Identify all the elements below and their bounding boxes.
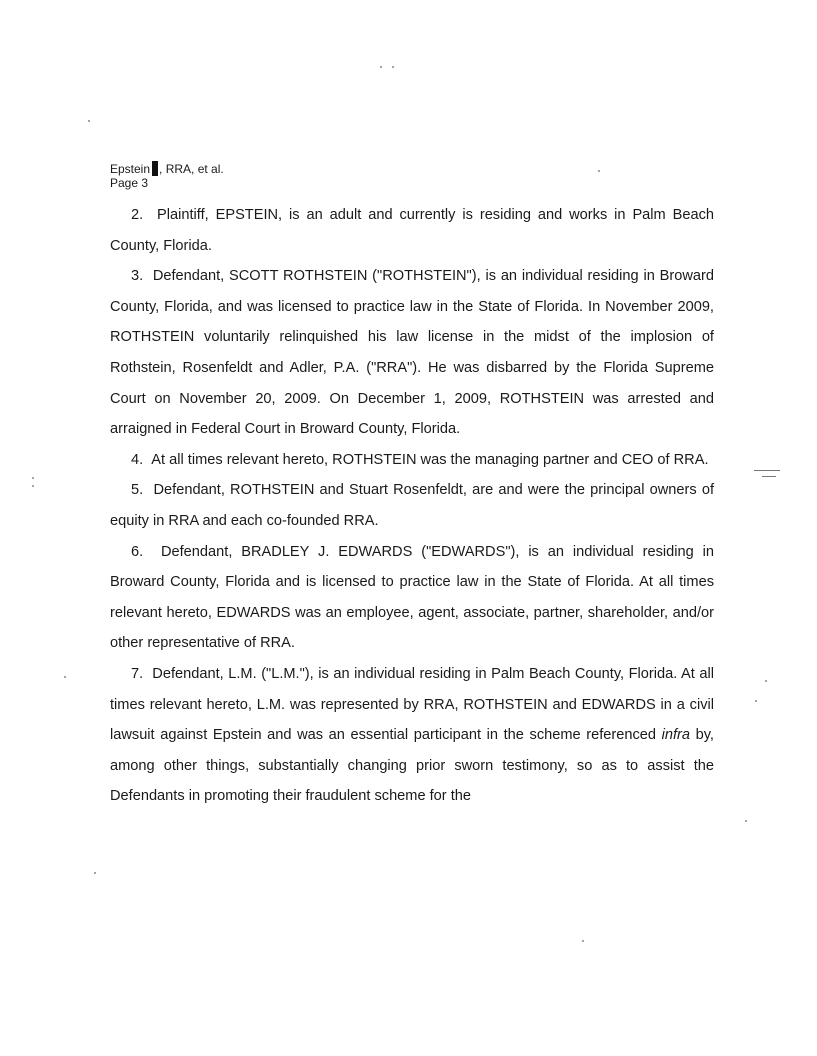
paragraph-7 — [110, 659, 714, 812]
scan-speck — [32, 485, 34, 487]
scan-speck — [765, 680, 767, 682]
scan-speck — [380, 66, 382, 68]
paragraph-4 — [110, 445, 714, 476]
case-caption — [110, 161, 224, 176]
paragraph-number: 6. — [131, 543, 144, 560]
paragraph-3 — [110, 261, 714, 445]
scan-speck — [64, 676, 66, 678]
paragraph-text: Defendant, BRADLEY J. EDWARDS ("EDWARDS"), is an individual residing in Broward County, Florida and is licensed to practice law in the State of Florida. At all times relevant hereto, EDWARDS was an employee, agent, associate, partner, shareholder, and/or other representative of RRA. — [110, 543, 714, 652]
paragraph-text: Defendant, L.M. ("L.M."), is an individual residing in Palm Beach County, Florida. At all times relevant hereto, L.M. was represented by RRA, ROTHSTEIN and EDWARDS in a civil lawsuit against Epstein and was an essential participant in the scheme referenced infra by, among other things, substantially changing prior sworn testimony, so as to assist the Defendants in promoting their fraudulent scheme for the — [110, 665, 715, 805]
italic-term: infra — [661, 727, 690, 744]
scan-speck — [88, 120, 90, 122]
paragraph-5 — [110, 475, 714, 536]
paragraph-2 — [110, 200, 714, 261]
scan-speck — [32, 477, 34, 479]
paragraph-number: 2. — [131, 207, 144, 223]
paragraph-number: 5. — [131, 482, 144, 499]
redaction-box — [152, 161, 158, 176]
paragraph-number: 7. — [131, 665, 144, 682]
scan-mark — [762, 476, 776, 477]
paragraph-text: Plaintiff, EPSTEIN, is an adult and currently is residing and works in Palm Beach County, Florida. — [110, 207, 714, 254]
scan-speck — [598, 170, 600, 172]
paragraph-text: At all times relevant hereto, ROTHSTEIN was the managing partner and CEO of RRA. — [151, 451, 709, 468]
document-body — [110, 200, 714, 812]
caption-suffix: , RRA, et al. — [159, 162, 224, 176]
caption-prefix: Epstein — [110, 162, 151, 176]
paragraph-text: Defendant, ROTHSTEIN and Stuart Rosenfeldt, are and were the principal owners of equity in RRA and each co-founded RRA. — [110, 482, 715, 529]
scan-speck — [745, 820, 747, 822]
page-number: Page 3 — [110, 176, 149, 190]
caption-header — [110, 161, 224, 190]
scan-speck — [582, 940, 584, 942]
paragraph-number: 4. — [131, 451, 144, 468]
scan-speck — [392, 66, 394, 68]
paragraph-number: 3. — [131, 268, 144, 285]
scan-mark — [754, 470, 780, 471]
scan-speck — [755, 700, 757, 702]
scan-speck — [94, 872, 96, 874]
paragraph-text: Defendant, SCOTT ROTHSTEIN ("ROTHSTEIN"), is an individual residing in Broward County, Florida, and was licensed to practice law in the State of Florida. In November 2009, ROTHSTEIN voluntarily relinquished his law license in the midst of the implosion of Rothstein, Rosenfeldt and Adler, P.A. ("RRA"). He was disbarred by the Florida Supreme Court on November 20, 2009. On December 1, 2009, ROTHSTEIN was arrested and arraigned in Federal Court in Broward County, Florida. — [110, 268, 714, 438]
paragraph-6 — [110, 537, 714, 659]
